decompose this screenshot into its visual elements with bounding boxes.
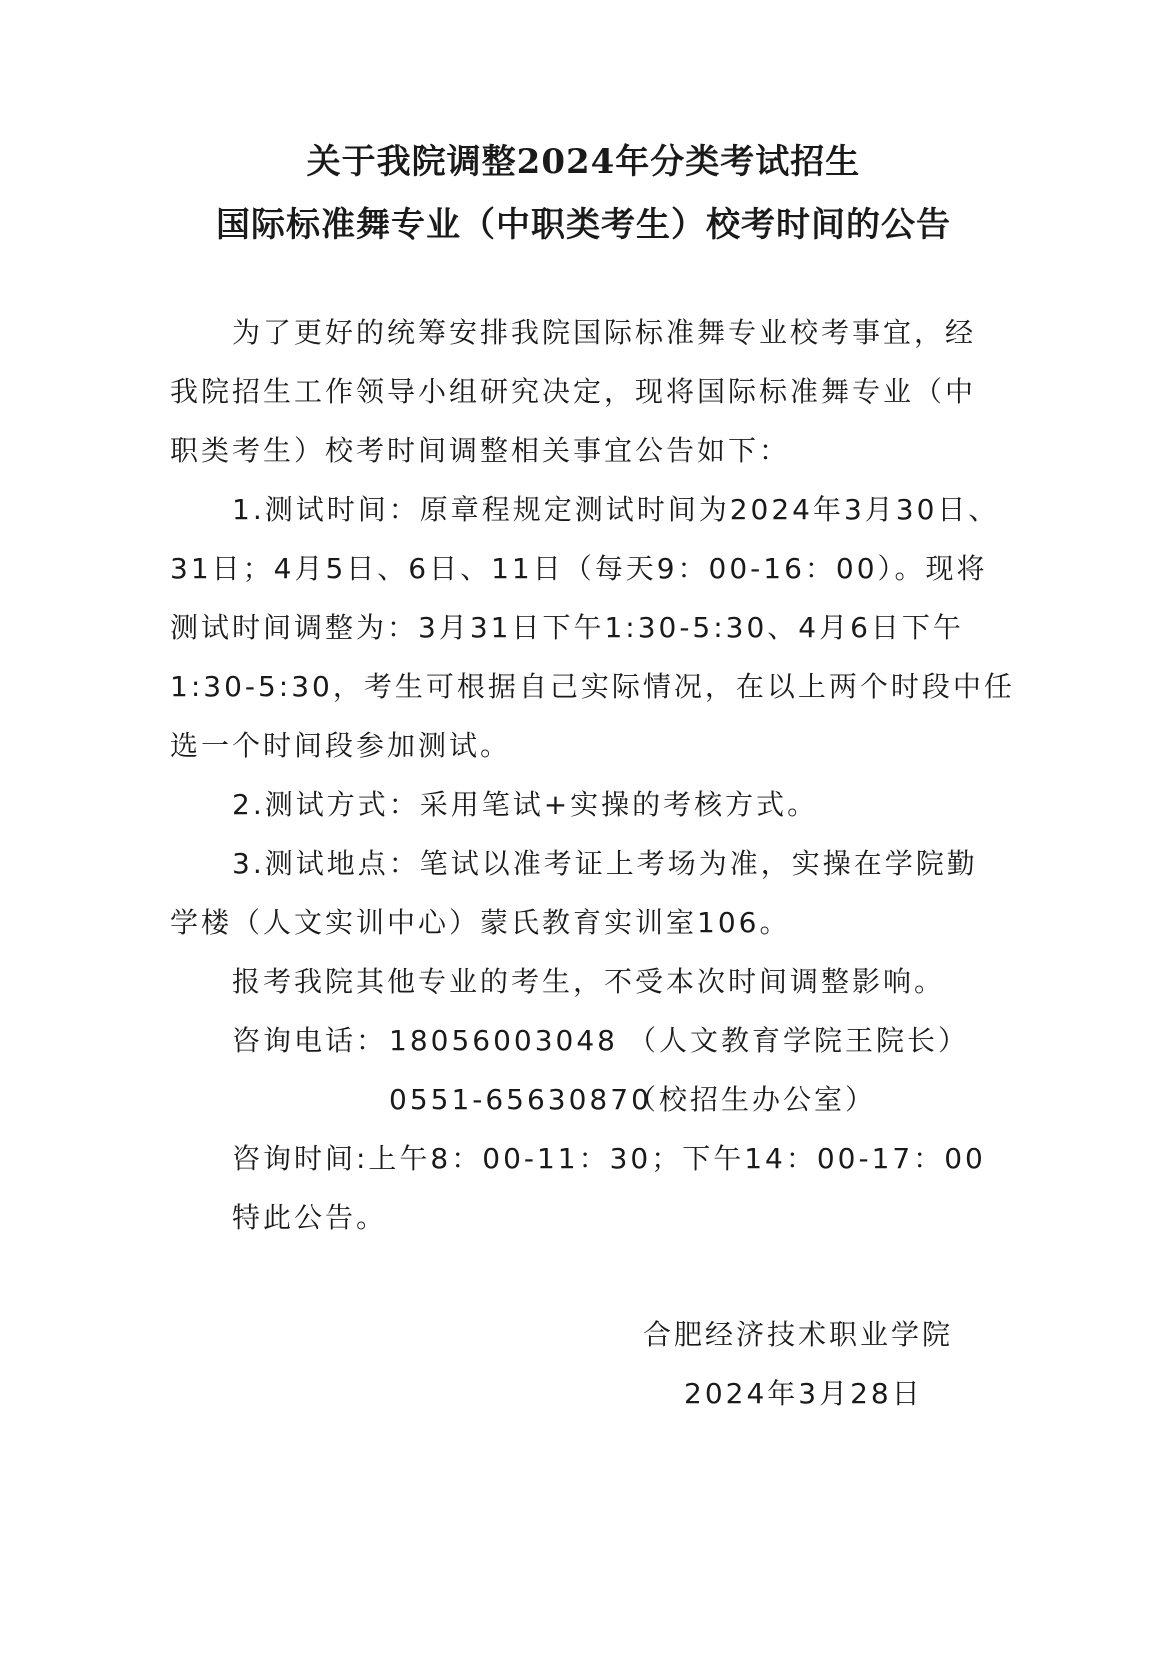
- signature-org: 合肥经济技术职业学院: [643, 1318, 954, 1351]
- contact-phone-1-desc: （人文教育学院王院长）: [628, 1024, 970, 1057]
- item1-line-3: 测试时间调整为：3月31日下午1:30-5:30、4月6日下午: [170, 611, 964, 644]
- item1-line-5: 选一个时间段参加测试。: [170, 729, 512, 762]
- title-line-2: 国际标准舞专业（中职类考生）校考时间的公告: [216, 205, 951, 245]
- signature-date: 2024年3月28日: [684, 1377, 923, 1410]
- contact-phone-1: 18056003048: [389, 1024, 618, 1057]
- contact-phone-label: 咨询电话：: [232, 1024, 388, 1057]
- intro-line-2: 我院招生工作领导小组研究决定，现将国际标准舞专业（中: [170, 375, 977, 408]
- consult-time-line: 咨询时间:上午8：00-11：30；下午14：00-17：00: [232, 1142, 986, 1175]
- item2-line: 2.测试方式：采用笔试+实操的考核方式。: [232, 788, 819, 821]
- intro-line-3: 职类考生）校考时间调整相关事宜公告如下：: [170, 434, 791, 467]
- intro-line-1: 为了更好的统筹安排我院国际标准舞专业校考事宜，经: [232, 316, 977, 349]
- item1-line-4: 1:30-5:30，考生可根据自己实际情况，在以上两个时段中任: [170, 670, 1015, 703]
- note-line: 报考我院其他专业的考生，不受本次时间调整影响。: [232, 965, 946, 998]
- item3-line-2: 学楼（人文实训中心）蒙氏教育实训室106。: [170, 906, 791, 939]
- contact-phone-2-desc: （校招生办公室）: [628, 1083, 877, 1116]
- item1-line-1: 1.测试时间：原章程规定测试时间为2024年3月30日、: [232, 493, 1000, 526]
- item1-line-2: 31日；4月5日、6日、11日（每天9：00-16：00）。现将: [170, 552, 988, 585]
- closing-line: 特此公告。: [232, 1201, 388, 1234]
- item3-line-1: 3.测试地点：笔试以准考证上考场为准，实操在学院勤: [232, 847, 978, 880]
- title-line-1: 关于我院调整2024年分类考试招生: [306, 142, 861, 182]
- contact-phone-2: 0551-65630870: [389, 1083, 652, 1116]
